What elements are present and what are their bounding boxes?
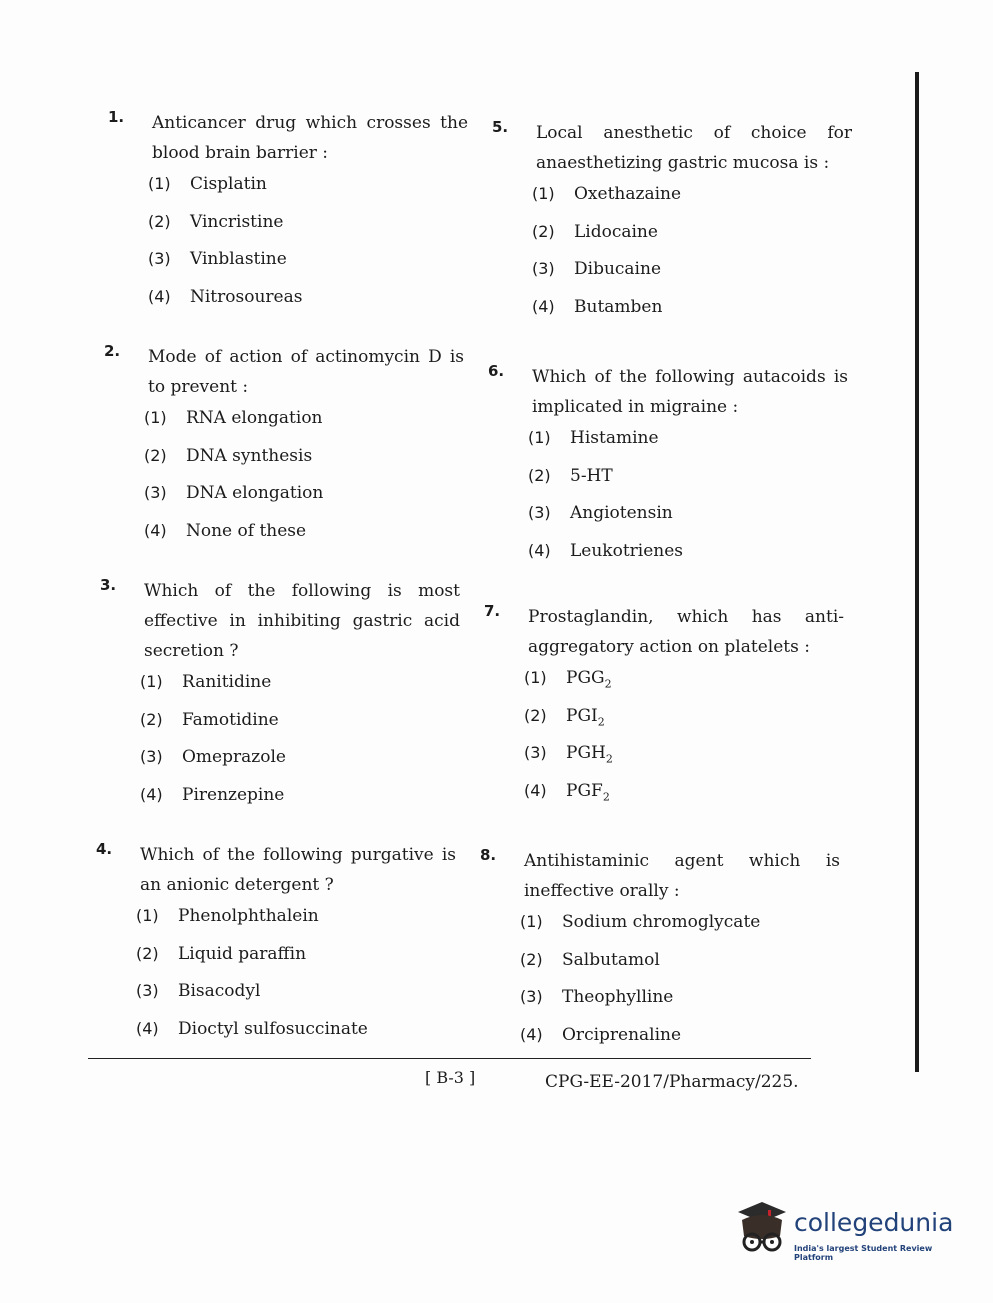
option[interactable]: [520, 944, 840, 982]
option[interactable]: [528, 535, 848, 573]
option-number: (4): [148, 286, 171, 306]
option-number: (1): [144, 408, 167, 427]
option[interactable]: [528, 422, 848, 460]
option-text: [566, 743, 613, 765]
mascot-icon: [732, 1198, 792, 1260]
option-number: (2): [520, 949, 543, 969]
option-text: Theophylline: [562, 987, 674, 1007]
option-number: (2): [148, 211, 171, 231]
option[interactable]: [524, 775, 844, 813]
option[interactable]: [148, 281, 468, 319]
question-4: [96, 840, 456, 1050]
option-text-subscript: 2: [602, 789, 610, 803]
option[interactable]: [136, 1013, 456, 1051]
option-text: [566, 668, 612, 690]
question-text: Which of the following autacoids is implicated in migraine :: [532, 367, 848, 417]
question-text: Antihistaminic agent which is ineffective orally :: [524, 851, 840, 901]
option-text: None of these: [186, 520, 307, 541]
option-text: Leukotrienes: [570, 540, 684, 561]
option-number: (3): [528, 503, 551, 522]
question-1: [108, 108, 468, 318]
question-text: Mode of action of actinomycin D is to prevent :: [148, 347, 464, 397]
option[interactable]: [148, 168, 468, 206]
option-number: (2): [140, 709, 163, 729]
question-number: 5.: [492, 118, 509, 136]
option[interactable]: [140, 741, 460, 779]
option-text: RNA elongation: [186, 408, 323, 428]
option-text: Oxethazaine: [574, 184, 682, 204]
option[interactable]: [528, 460, 848, 498]
option-text: Lidocaine: [574, 221, 658, 242]
option[interactable]: [148, 243, 468, 281]
option[interactable]: [148, 206, 468, 244]
option[interactable]: [520, 906, 840, 944]
paper-code: CPG-EE-2017/Pharmacy/225.: [545, 1072, 799, 1092]
logo-tagline: India's largest Student Review Platform: [794, 1244, 933, 1262]
question-text: Local anesthetic of choice for anaesthetizing gastric mucosa is :: [536, 123, 852, 173]
option[interactable]: [532, 178, 852, 216]
option[interactable]: [140, 666, 460, 704]
question-8: [480, 846, 840, 1056]
question-5: [492, 118, 852, 328]
option-text: Bisacodyl: [178, 981, 261, 1001]
option-number: (4): [532, 296, 555, 316]
option-number: (4): [144, 520, 167, 540]
option-text: Vinblastine: [190, 249, 287, 269]
option-text: Orciprenaline: [562, 1024, 682, 1045]
option-text: Ranitidine: [182, 672, 272, 692]
option[interactable]: [532, 291, 852, 329]
option[interactable]: [140, 704, 460, 742]
page-edge-bar: [915, 72, 919, 1072]
footer-rule: [88, 1058, 811, 1059]
question-2: [104, 342, 464, 552]
option-number: (1): [140, 672, 163, 691]
option-number: (3): [532, 259, 555, 278]
question-text: Anticancer drug which crosses the blood brain barrier :: [152, 113, 468, 163]
option-number: (2): [532, 221, 555, 241]
option-text: [566, 781, 610, 803]
option-number: (3): [520, 987, 543, 1006]
question-number: 6.: [488, 362, 505, 380]
option[interactable]: [140, 779, 460, 817]
option-number: (2): [528, 465, 551, 485]
option[interactable]: [524, 662, 844, 700]
option-text: DNA elongation: [186, 483, 324, 503]
question-number: 4.: [96, 840, 113, 858]
option[interactable]: [144, 477, 464, 515]
question-text: Which of the following purgative is an anionic detergent ?: [140, 845, 456, 895]
option-text: DNA synthesis: [186, 445, 313, 466]
left-column: [96, 108, 468, 1048]
option-number: (1): [520, 912, 543, 931]
option-text-subscript: 2: [605, 752, 613, 766]
option[interactable]: [136, 975, 456, 1013]
option-text: Butamben: [574, 296, 663, 317]
option-text: Cisplatin: [190, 174, 267, 194]
option-text: Dioctyl sulfosuccinate: [178, 1018, 368, 1039]
option-number: (3): [136, 981, 159, 1000]
option-text: 5-HT: [570, 465, 613, 486]
option[interactable]: [532, 216, 852, 254]
option-number: (1): [528, 428, 551, 447]
option-text: Sodium chromoglycate: [562, 912, 761, 932]
option-text: Phenolphthalein: [178, 906, 319, 926]
question-number: 7.: [484, 602, 501, 620]
option-text: Nitrosoureas: [190, 286, 303, 307]
option[interactable]: [532, 253, 852, 291]
option-number: (4): [528, 540, 551, 560]
question-number: 3.: [100, 576, 117, 594]
option-number: (4): [136, 1018, 159, 1038]
option[interactable]: [144, 440, 464, 478]
option-text: Histamine: [570, 428, 659, 448]
option-number: (1): [532, 184, 555, 203]
option-text: Omeprazole: [182, 747, 286, 767]
option-number: (1): [148, 174, 171, 193]
question-7: [484, 602, 844, 812]
option-text: Angiotensin: [570, 503, 673, 523]
option[interactable]: [136, 900, 456, 938]
option[interactable]: [528, 497, 848, 535]
option[interactable]: [520, 981, 840, 1019]
question-3: [100, 576, 460, 816]
option-text-main: PGH: [566, 743, 606, 763]
option-text: Pirenzepine: [182, 784, 285, 805]
question-number: 1.: [108, 108, 125, 126]
option-text: Famotidine: [182, 709, 279, 730]
question-text: Prostaglandin, which has anti-aggregatory action on platelets :: [528, 607, 844, 657]
option[interactable]: [524, 700, 844, 738]
page-number: [ B-3 ]: [425, 1068, 476, 1087]
option-number: (3): [524, 743, 547, 762]
option-text-main: PGI: [566, 705, 598, 726]
option-number: (2): [136, 943, 159, 963]
option-text-main: PGF: [566, 780, 603, 801]
question-6: [488, 362, 848, 572]
question-text: Which of the following is most effective in inhibiting gastric acid secretion ?: [144, 581, 460, 661]
option-text: [566, 706, 605, 728]
option[interactable]: [524, 737, 844, 775]
option-text-subscript: 2: [597, 714, 605, 728]
option-text: Vincristine: [190, 211, 284, 232]
option-number: (4): [140, 784, 163, 804]
option-number: (4): [524, 780, 547, 800]
option[interactable]: [144, 515, 464, 553]
collegedunia-logo[interactable]: [732, 1198, 964, 1268]
option-number: (2): [524, 705, 547, 725]
option-number: (3): [144, 483, 167, 502]
option-number: (3): [148, 249, 171, 268]
option-text: Liquid paraffin: [178, 943, 307, 964]
question-number: 2.: [104, 342, 121, 360]
option[interactable]: [144, 402, 464, 440]
option-text: Salbutamol: [562, 949, 660, 970]
option-number: (2): [144, 445, 167, 465]
option-number: (4): [520, 1024, 543, 1044]
option-number: (1): [524, 668, 547, 687]
option-text: Dibucaine: [574, 259, 662, 279]
right-column: [480, 118, 852, 1058]
logo-wordmark: collegedunia: [794, 1208, 954, 1237]
option-text-subscript: 2: [604, 677, 612, 691]
option[interactable]: [520, 1019, 840, 1057]
option-number: (3): [140, 747, 163, 766]
option-text-main: PGG: [566, 668, 605, 688]
option[interactable]: [136, 938, 456, 976]
question-number: 8.: [480, 846, 497, 864]
option-number: (1): [136, 906, 159, 925]
